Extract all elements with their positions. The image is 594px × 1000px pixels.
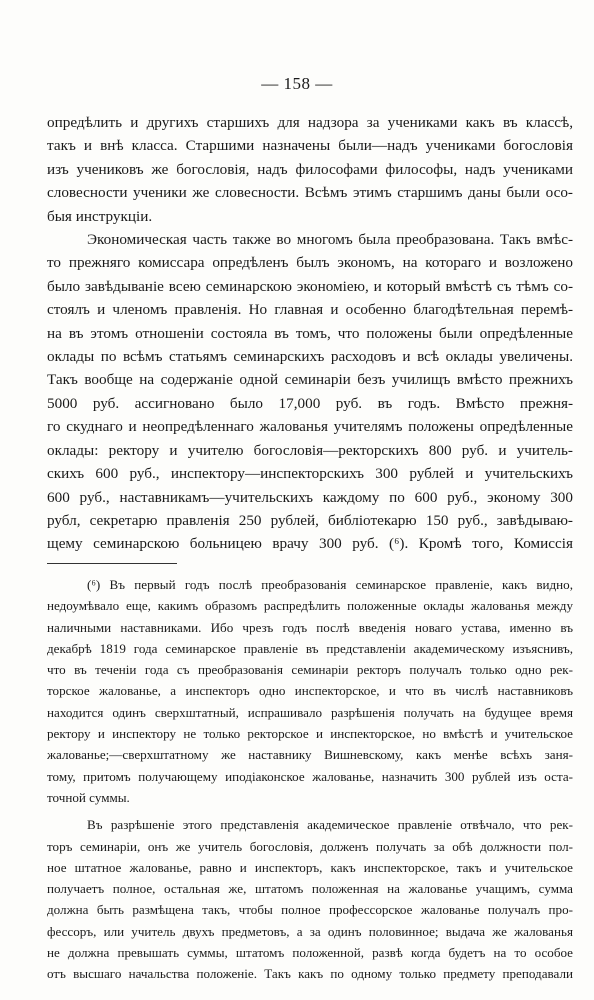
footnote-line: фессоръ, или учитель двухъ предметовъ, а за одинъ половинное; выдача же жалованья bbox=[47, 923, 573, 939]
text-line: 600 руб., наставникамъ—учительскихъ каждому по 600 руб., эконому 300 bbox=[47, 488, 573, 506]
footnotes bbox=[47, 574, 573, 985]
text-line: рубл, секретарю правленія 250 рублей, библіотекарю 150 руб., завѣдываю- bbox=[47, 511, 573, 529]
text-line: щему семинарскою больницею врачу 300 руб. (⁶). Кромѣ того, Комиссія bbox=[47, 535, 573, 553]
text-line: оклады по всѣмъ статьямъ семинарскихъ расходовъ и всѣ оклады увеличены. bbox=[47, 348, 573, 366]
text-line: изъ учениковъ же богословія, надъ философами философы, надъ учениками bbox=[47, 160, 573, 178]
page-number: — 158 — bbox=[261, 74, 333, 93]
footnote-line: торское жалованье, а инспекторъ одно инспекторское, и что въ числѣ наставниковъ bbox=[47, 683, 573, 699]
footnote-line: Въ разрѣшеніе этого представленія академическое правленіе отвѣчало, что рек- bbox=[87, 817, 573, 833]
text-line: такъ и внѣ класса. Старшими назначены были—надъ учениками богословія bbox=[47, 137, 573, 155]
text-line: опредѣлить и другихъ старшихъ для надзора за учениками какъ въ классѣ, bbox=[47, 114, 573, 131]
footnote-line: наличными наставниками. Ибо чрезъ годъ послѣ введенія новаго устава, именно въ bbox=[47, 619, 573, 635]
footnote-line: должна быть размѣщена такъ, чтобы полное профессорское жалованье получалъ про- bbox=[47, 902, 573, 918]
main-text bbox=[47, 111, 573, 556]
text-line: Такъ вообще на содержаніе одной семинаріи безъ училищъ вмѣсто прежнихъ bbox=[47, 371, 573, 389]
text-line: Экономическая часть также во многомъ была преобразована. Такъ вмѣс- bbox=[87, 231, 573, 249]
footnote-line: тому, притомъ получающему иподіаконское жалованье, назначить 300 рублей изъ оста- bbox=[47, 768, 573, 784]
footnote-line: находится одинъ сверхштатный, испрашивало разрѣшенія получать на будущее время bbox=[47, 704, 573, 720]
text-line: скихъ 600 руб., инспектору—инспекторскихъ 300 рублей и учительскихъ bbox=[47, 465, 573, 483]
text-line: быя инструкціи. bbox=[47, 207, 153, 225]
text-line: го скуднаго и неопредѣленнаго жалованья учителямъ положены опредѣленные bbox=[47, 418, 573, 436]
footnote-line: (⁶) Въ первый годъ послѣ преобразованія семинарское правленіе, какъ видно, bbox=[87, 577, 573, 592]
footnote-line: декабрѣ 1819 года семинарское правленіе въ представленіи академическому изъяснивъ, bbox=[47, 640, 573, 656]
footnote-line: ное штатное жалованье, равно и инспекторъ, какъ инспекторское, такъ и учительское bbox=[47, 859, 573, 875]
text-line: на въ этомъ отношеніи состояла въ томъ, что положены были опредѣленные bbox=[47, 324, 573, 342]
footnote-line: отъ высшаго начальства положеніе. Такъ какъ по одному только предмету преподавали bbox=[47, 966, 573, 982]
text-line: словесности ученики же словесности. Всѣмъ этимъ старшимъ даны были осо- bbox=[47, 184, 573, 202]
footnote-line: торъ семинаріи, онъ же учитель богословія, долженъ получать за обѣ должности пол- bbox=[47, 838, 573, 854]
text-line: оклады: ректору и учителю богословія—ректорскихъ 800 руб. и учитель- bbox=[47, 441, 573, 459]
text-line: стоялъ и членомъ правленія. Но главная и особенно благодѣтельная перемѣ- bbox=[47, 301, 573, 319]
text-line: было завѣдываніе всею семинарскою экономіею, и который вмѣстѣ съ тѣмъ со- bbox=[47, 277, 573, 295]
footnote-line: ректору и инспектору не только ректорское и инспекторское, но вмѣстѣ и учительское bbox=[47, 726, 573, 742]
footnote-line: что въ теченіи года съ преобразованія семинаріи ректоръ получалъ только одно рек- bbox=[47, 662, 573, 678]
footnote-line: жалованье;—сверхштатному же наставнику Вишневскому, какъ менѣе всѣхъ заня- bbox=[47, 747, 573, 763]
text-line: то прежняго комиссара опредѣленъ былъ экономъ, на котораго и возложено bbox=[47, 254, 573, 272]
footnote-line: не должна превышать суммы, штатомъ положенной, развѣ когда будетъ на то особое bbox=[47, 945, 573, 961]
footnote-line: получаетъ полное, остальная же, штатомъ положенная на жалованье учащимъ, сумма bbox=[47, 881, 573, 897]
text-line: 5000 руб. ассигновано было 17,000 руб. въ годъ. Вмѣсто прежня- bbox=[47, 394, 573, 412]
footnote-line: точной суммы. bbox=[47, 789, 130, 805]
footnote-line: недоумѣвало еще, какимъ образомъ распредѣлить положенные оклады жалованья между bbox=[47, 598, 573, 614]
footnote-divider bbox=[47, 563, 177, 564]
